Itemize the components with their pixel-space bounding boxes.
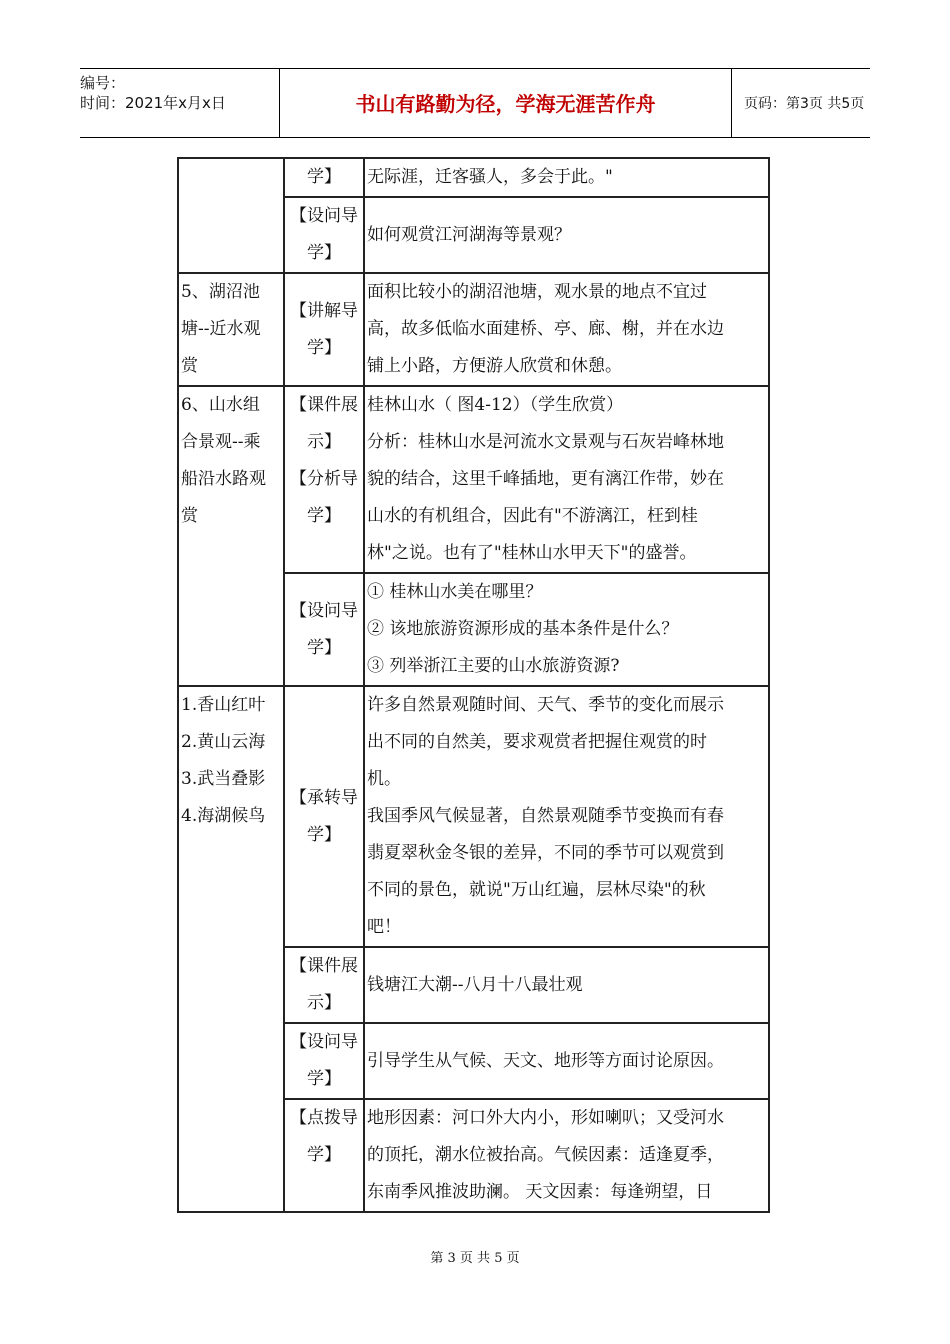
method-cell: 【点拨导 学】	[284, 1099, 364, 1212]
method-cell: 【设问导 学】	[284, 573, 364, 686]
page-footer: 第 3 页 共 5 页	[430, 1251, 520, 1266]
table-row	[178, 386, 769, 573]
table-row	[178, 686, 769, 947]
content-cell: 引导学生从气候、天文、地形等方面讨论原因。	[364, 1023, 769, 1099]
topic-cell: 6、山水组 合景观--乘 船沿水路观 赏	[178, 386, 284, 686]
question-item: ② 该地旅游资源形成的基本条件是什么？	[367, 619, 679, 639]
method-cell: 【设问导 学】	[284, 197, 364, 273]
content-cell: 许多自然景观随时间、天气、季节的变化而展示 出不同的自然美，要求观赏者把握住观赏的时 机。 我国季风气候显著，自然景观随季节变换而有春 翡夏翠秋金冬银的差异，不同的季节可以观赏到 不同的景色，就说"万山红遍，层林尽染"的秋 吧！	[364, 686, 769, 947]
content-cell: 钱塘江大潮--八月十八最壮观	[364, 947, 769, 1023]
header-page-label: 页码：第3页 共5页	[744, 96, 865, 112]
question-item: ① 桂林山水美在哪里？	[367, 582, 543, 602]
time-label: 时间：2021年x月x日	[80, 94, 226, 112]
topic-cell: 1.香山红叶 2.黄山云海 3.武当叠影 4.海湖候鸟	[178, 686, 284, 1212]
method-cell: 【课件展 示】 【分析导 学】	[284, 386, 364, 573]
method-cell: 【讲解导 学】	[284, 273, 364, 386]
table-row	[178, 273, 769, 386]
topic-cell	[178, 158, 284, 273]
method-cell: 学】	[284, 158, 364, 197]
header-meta	[80, 69, 280, 137]
number-label: 编号：	[80, 74, 126, 92]
header-motto: 书山有路勤为径，学海无涯苦作舟	[280, 69, 732, 137]
content-cell: 地形因素：河口外大内小，形如喇叭；又受河水 的顶托，潮水位被抬高。气候因素：适逢夏季， 东南季风推波助澜。 天文因素：每逢朔望，日	[364, 1099, 769, 1212]
page-header	[80, 68, 870, 138]
method-cell: 【课件展 示】	[284, 947, 364, 1023]
lesson-table	[177, 157, 770, 1213]
table-row	[178, 158, 769, 197]
method-cell: 【承转导 学】	[284, 686, 364, 947]
content-cell: 面积比较小的湖沼池塘，观水景的地点不宜过 高，故多低临水面建桥、亭、廊、榭，并在水边 铺上小路，方便游人欣赏和休憩。	[364, 273, 769, 386]
content-cell: 桂林山水（ 图4-12）（学生欣赏） 分析：桂林山水是河流水文景观与石灰岩峰林地 貌的结合，这里千峰插地，更有漓江作带，妙在 山水的有机组合，因此有"不游漓江，枉到桂 林"之说。也有了"桂林山水甲天下"的盛誉。	[364, 386, 769, 573]
content-cell: 无际涯，迁客骚人，多会于此。"	[364, 158, 769, 197]
content-cell	[364, 573, 769, 686]
content-cell: 如何观赏江河湖海等景观？	[364, 197, 769, 273]
method-cell: 【设问导 学】	[284, 1023, 364, 1099]
question-item: ③ 列举浙江主要的山水旅游资源?	[367, 656, 620, 676]
topic-cell: 5、湖沼池 塘--近水观 赏	[178, 273, 284, 386]
